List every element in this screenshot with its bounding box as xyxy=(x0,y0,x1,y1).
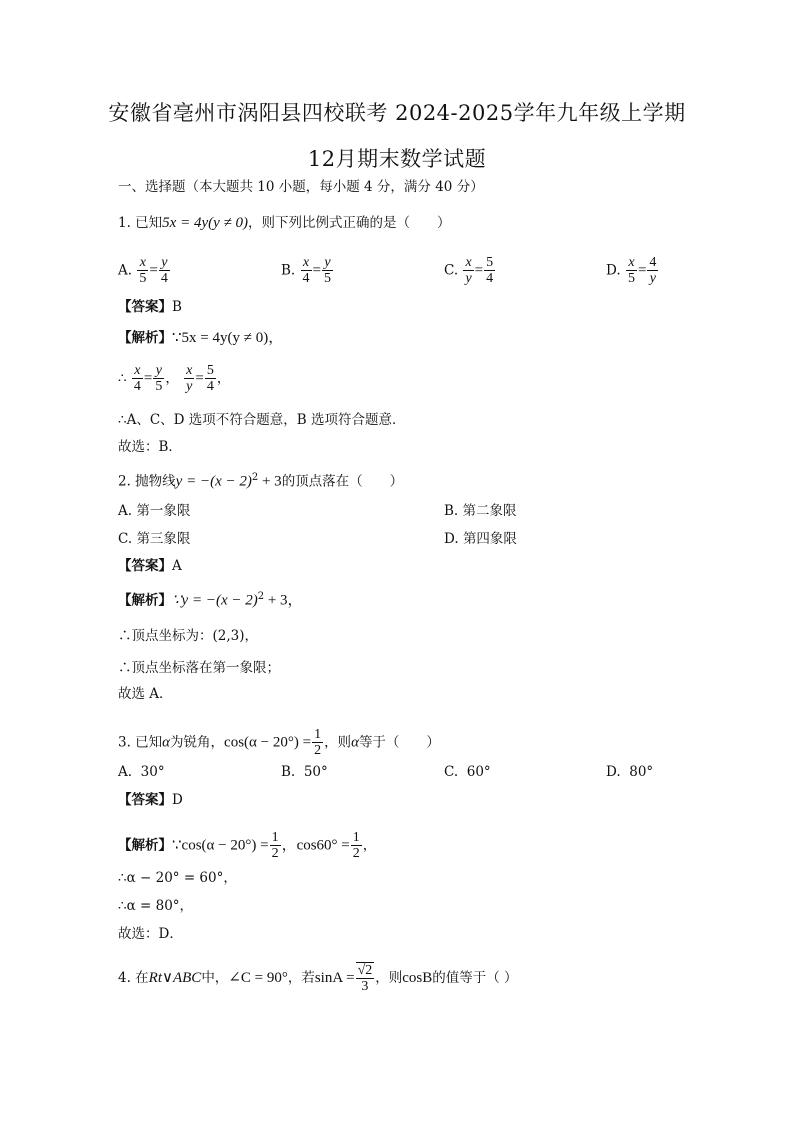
q3-analysis-1: 【解析】∵cos(α − 20°) = $\frac{1}{2}$ ，cos60° = $\frac{1}{2}$ ， xyxy=(118,830,377,862)
q1-prefix: 1. 已知 xyxy=(118,215,163,231)
q2-choose: 故选 A． xyxy=(118,686,173,702)
title-line-2: 12月期末数学试题 xyxy=(307,147,487,171)
q1-analysis-3: ∴A、C、D 选项不符合题意，B 选项符合题意． xyxy=(118,412,406,428)
q1-option-a: A. $\frac{x}{5}$ = $\frac{y}{4}$ xyxy=(118,255,168,287)
q2-stem: 2. 抛物线$y = -(x - 2)^2 + 3$的顶点落在（ ） xyxy=(118,472,404,490)
q3-answer: 【答案】D xyxy=(118,792,183,808)
q3-option-a: A. 30° xyxy=(118,764,165,780)
q2-analysis-3: ∴顶点坐标落在第一象限； xyxy=(118,660,280,676)
title-line-1: 安徽省亳州市涡阳县四校联考 2024-2025学年九年级上学期 xyxy=(108,101,686,125)
q3-option-c: C. 60° xyxy=(444,764,491,780)
section-heading: 一、选择题（本大题共 10 小题，每小题 4 分，满分 40 分） xyxy=(118,179,484,195)
q2-option-c: C. 第三象限 xyxy=(118,531,191,547)
q2-option-a: A. 第一象限 xyxy=(118,503,191,519)
q3-option-b: B. 50° xyxy=(281,764,328,780)
q3-choose: 故选：D． xyxy=(118,926,183,942)
q1-suffix: ，则下列比例式正确的是（ ） xyxy=(248,215,451,231)
q2-option-b: B. 第二象限 xyxy=(444,503,517,519)
q3-stem: 3. 已知α为锐角，cos(α − 20°) = $\frac{1}{2}$ ，则α等于（ ） xyxy=(118,727,440,759)
q2-analysis-1: 【解析】∵y = $-(x - 2)^2 + 3$， xyxy=(118,591,303,609)
q2-answer: 【答案】A xyxy=(118,558,182,574)
q3-analysis-3: ∴α = 80°， xyxy=(118,898,194,914)
q1-analysis-2: ∴ $\frac{x}{4}$ = $\frac{y}{5}$ ， $\frac{x}{y}$ = $\frac{5}{4}$ ， xyxy=(118,363,231,395)
q2-analysis-2: ∴顶点坐标为：(2,3)， xyxy=(118,628,259,644)
q1-option-b: B. $\frac{x}{4}$ = $\frac{y}{5}$ xyxy=(281,255,331,287)
q1-answer: 【答案】B xyxy=(118,299,182,315)
q1-condition: 5x = 4y(y ≠ 0) xyxy=(162,215,248,231)
q1-analysis-1: 【解析】∵5x = 4y(y ≠ 0)， xyxy=(118,330,284,346)
q2-option-d: D. 第四象限 xyxy=(444,531,517,547)
q1-option-c: C. $\frac{x}{y}$ = $\frac{5}{4}$ xyxy=(444,255,494,287)
q1-choose: 故选：B． xyxy=(118,439,182,455)
q3-analysis-2: ∴α − 20° = 60°， xyxy=(118,870,237,886)
q1-stem xyxy=(118,216,451,231)
q1-option-d: D. $\frac{x}{5}$ = $\frac{4}{y}$ xyxy=(606,255,657,287)
q4-stem: 4. 在Rt∨ABC中，∠C = 90°，若sinA = $\frac{√2}{3}$ ，则cosB的值等于（ ） xyxy=(118,963,518,995)
q3-option-d: D. 80° xyxy=(606,764,654,780)
